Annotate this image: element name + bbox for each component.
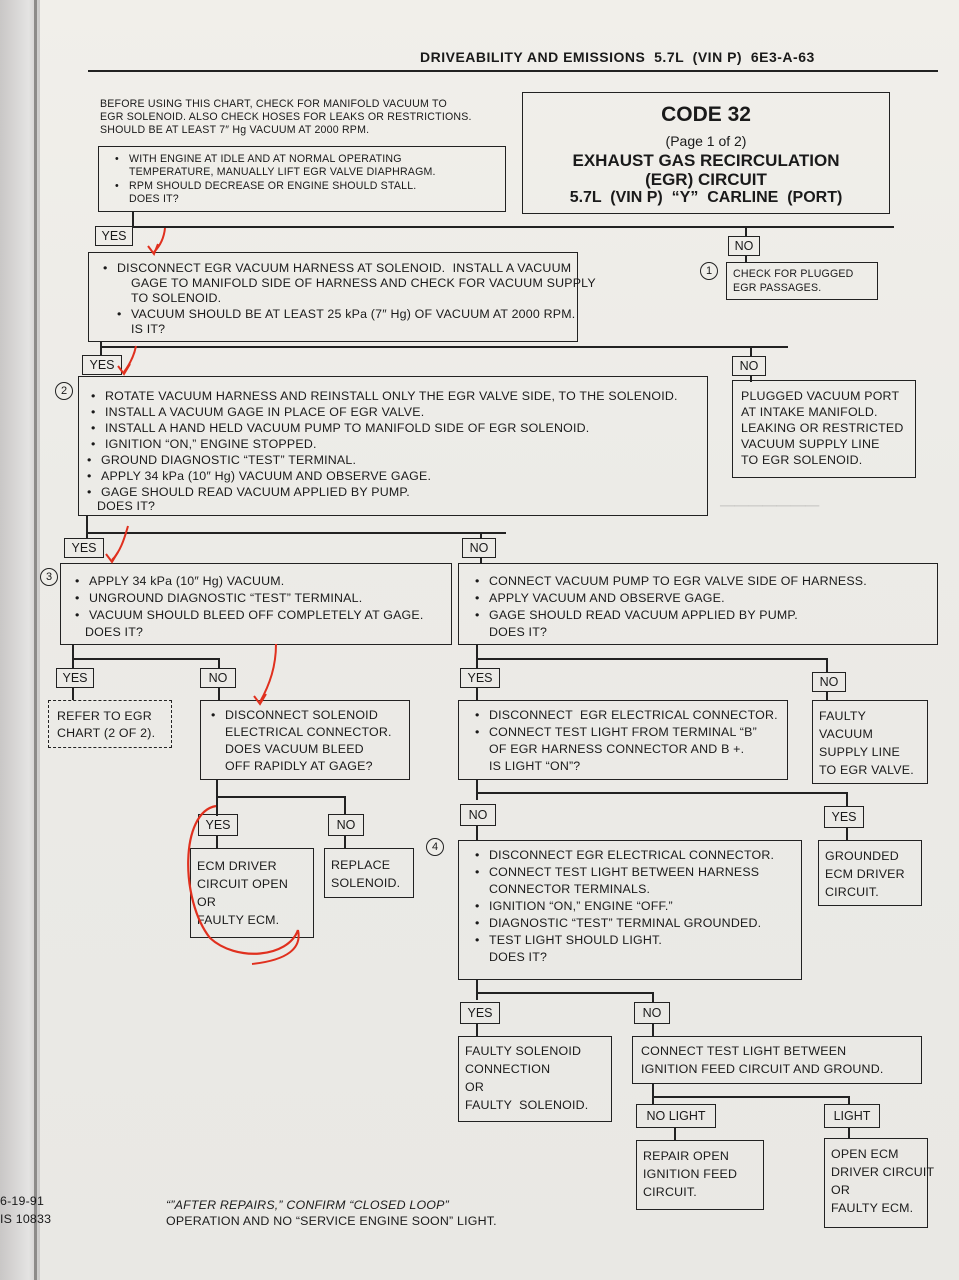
step-number-3: 3 (40, 568, 58, 586)
red-arrow-line-4 (260, 644, 276, 702)
disc-sol-line-3: DOES VACUUM BLEED (225, 742, 364, 756)
connect-pump-line-4: DOES IT? (489, 625, 548, 639)
open-ecm-line-3: OR (831, 1183, 850, 1197)
step4-line-1: • DISCONNECT EGR ELECTRICAL CONNECTOR. (489, 848, 774, 864)
disc-sol-line-2: ELECTRICAL CONNECTOR. (225, 725, 392, 739)
faulty-line-4: TO EGR VALVE. (819, 763, 914, 777)
faulty-line-1: FAULTY (819, 709, 867, 723)
no-label-7: NO (634, 1002, 670, 1024)
step3-line-3: • VACUUM SHOULD BLEED OFF COMPLETELY AT GAGE. (89, 608, 424, 624)
plugged-egr-line-1: CHECK FOR PLUGGED (733, 268, 854, 280)
page-header: DRIVEABILITY AND EMISSIONS 5.7L (VIN P) 6E3-A-63 (420, 49, 815, 65)
disc-b-line-3: OF EGR HARNESS CONNECTOR AND B +. (489, 742, 745, 756)
step3-line-1: • APPLY 34 kPa (10″ Hg) VACUUM. (89, 574, 284, 590)
code-line-2: (EGR) CIRCUIT (645, 170, 767, 189)
yes-label-7: YES (460, 1002, 500, 1024)
step2-line-6: • APPLY 34 kPa (10″ Hg) VACUUM AND OBSERVE GAGE. (101, 469, 431, 485)
footer-date: 6-19-91 (0, 1194, 45, 1208)
step4-line-4: • IGNITION “ON,” ENGINE “OFF.” (489, 899, 673, 915)
yes-label-1: YES (82, 355, 122, 375)
disc-sol-line-4: OFF RAPIDLY AT GAGE? (225, 759, 373, 773)
connect-light-line-2: IGNITION FEED CIRCUIT AND GROUND. (641, 1062, 884, 1076)
faulty-sol-line-4: FAULTY SOLENOID. (465, 1098, 589, 1112)
step4-line-3: CONNECTOR TERMINALS. (489, 882, 651, 896)
footer-note-1: “”AFTER REPAIRS,” CONFIRM “CLOSED LOOP” (166, 1198, 449, 1212)
yes-label-6: YES (824, 806, 864, 828)
step0-line-4: DOES IT? (129, 193, 179, 205)
red-check-mark-2 (124, 346, 136, 372)
step2-line-8: DOES IT? (97, 499, 156, 513)
code-line-3: 5.7L (VIN P) “Y” CARLINE (PORT) (569, 189, 843, 206)
step1-line-4: • VACUUM SHOULD BE AT LEAST 25 kPa (7″ Hg) OF VACUUM AT 2000 RPM. (131, 307, 575, 323)
step1-line-1: • DISCONNECT EGR VACUUM HARNESS AT SOLENOID. INSTALL A VACUUM (117, 261, 571, 277)
red-arrow-head-3 (106, 552, 118, 562)
intro-line-2: EGR SOLENOID. ALSO CHECK HOSES FOR LEAKS OR RESTRICTIONS. (100, 111, 472, 123)
grounded-line-1: GROUNDED (825, 849, 899, 863)
footer-note-2: OPERATION AND NO “SERVICE ENGINE SOON” LIGHT. (166, 1214, 497, 1228)
faulty-line-3: SUPPLY LINE (819, 745, 900, 759)
step3-line-2: • UNGROUND DIAGNOSTIC “TEST” TERMINAL. (89, 591, 362, 607)
plugged-port-line-2: AT INTAKE MANIFOLD. (741, 405, 878, 419)
footer-code: IS 10833 (0, 1212, 52, 1226)
step3-line-4: DOES IT? (85, 625, 144, 639)
refer-line-2: CHART (2 OF 2). (57, 726, 156, 740)
step1-line-2: GAGE TO MANIFOLD SIDE OF HARNESS AND CHECK FOR VACUUM SUPPLY (131, 276, 596, 290)
step1-line-5: IS IT? (131, 322, 166, 336)
step0-line-1: • WITH ENGINE AT IDLE AND AT NORMAL OPERATING (129, 153, 402, 166)
code-page: (Page 1 of 2) (665, 133, 747, 149)
ecm-open-line-2: CIRCUIT OPEN (197, 877, 288, 891)
step1-line-3: TO SOLENOID. (131, 291, 222, 305)
plugged-egr-line-2: EGR PASSAGES. (733, 282, 822, 294)
step0-line-2: TEMPERATURE, MANUALLY LIFT EGR VALVE DIAPHRAGM. (129, 166, 436, 178)
plugged-port-line-1: PLUGGED VACUUM PORT (741, 389, 900, 403)
disc-sol-line-1: • DISCONNECT SOLENOID (225, 708, 378, 724)
red-circle-ecm (188, 806, 298, 954)
replace-line-1: REPLACE (331, 858, 391, 872)
code-number: CODE 32 (661, 103, 751, 126)
grounded-line-2: ECM DRIVER (825, 867, 905, 881)
no-label-1: NO (732, 356, 766, 376)
grounded-line-3: CIRCUIT. (825, 885, 879, 899)
ecm-open-line-1: ECM DRIVER (197, 859, 277, 873)
step2-line-5: • GROUND DIAGNOSTIC “TEST” TERMINAL. (101, 453, 356, 469)
step4-line-6: • TEST LIGHT SHOULD LIGHT. (489, 933, 662, 949)
step-number-4: 4 (426, 838, 444, 856)
handwritten-annotations (40, 0, 959, 1280)
step2-line-4: • IGNITION “ON,” ENGINE STOPPED. (105, 437, 317, 453)
red-arrow-head-1 (148, 244, 158, 254)
no-label-4: NO (812, 672, 846, 692)
ecm-open-line-4: FAULTY ECM. (197, 913, 280, 927)
step4-line-5: • DIAGNOSTIC “TEST” TERMINAL GROUNDED. (489, 916, 761, 932)
intro-line-1: BEFORE USING THIS CHART, CHECK FOR MANIFOLD VACUUM TO (100, 98, 447, 110)
step-number-2: 2 (55, 382, 73, 400)
faulty-sol-line-1: FAULTY SOLENOID (465, 1044, 582, 1058)
no-label-0: NO (728, 236, 760, 256)
plugged-port-line-4: VACUUM SUPPLY LINE (741, 437, 880, 451)
faulty-line-2: VACUUM (819, 727, 873, 741)
step2-line-2: • INSTALL A VACUUM GAGE IN PLACE OF EGR VALVE. (105, 405, 424, 421)
step2-line-7: • GAGE SHOULD READ VACUUM APPLIED BY PUMP. (101, 485, 410, 501)
yes-label-0: YES (95, 226, 133, 246)
step2-line-1: • ROTATE VACUUM HARNESS AND REINSTALL ONLY THE EGR VALVE SIDE, TO THE SOLENOID. (105, 389, 678, 405)
red-circle-tail (252, 930, 299, 964)
connect-pump-line-2: • APPLY VACUUM AND OBSERVE GAGE. (489, 591, 725, 607)
yes-label-4: YES (460, 668, 500, 688)
step0-line-3: • RPM SHOULD DECREASE OR ENGINE SHOULD STALL. (129, 180, 416, 193)
bleed-through-text: ─────── (720, 495, 820, 517)
open-ecm-line-4: FAULTY ECM. (831, 1201, 914, 1215)
disc-b-line-4: IS LIGHT “ON”? (489, 759, 581, 773)
step2-line-3: • INSTALL A HAND HELD VACUUM PUMP TO MANIFOLD SIDE OF EGR SOLENOID. (105, 421, 589, 437)
step4-line-7: DOES IT? (489, 950, 548, 964)
open-ecm-line-2: DRIVER CIRCUIT (831, 1165, 935, 1179)
yes-label-3: YES (56, 668, 94, 688)
plugged-port-line-3: LEAKING OR RESTRICTED (741, 421, 904, 435)
yes-label-5: YES (198, 814, 238, 836)
no-label-6: NO (460, 804, 496, 826)
no-label-5: NO (328, 814, 364, 836)
connect-pump-line-1: • CONNECT VACUUM PUMP TO EGR VALVE SIDE OF HARNESS. (489, 574, 867, 590)
open-ecm-line-1: OPEN ECM (831, 1147, 899, 1161)
repair-line-2: IGNITION FEED (643, 1167, 738, 1181)
connect-light-line-1: CONNECT TEST LIGHT BETWEEN (641, 1044, 847, 1058)
step-number-1: 1 (700, 262, 718, 280)
repair-line-3: CIRCUIT. (643, 1185, 697, 1199)
yes-label-2: YES (64, 538, 104, 558)
disc-b-line-2: • CONNECT TEST LIGHT FROM TERMINAL “B” (489, 725, 757, 741)
red-check-mark-3 (112, 526, 128, 560)
no-label-2: NO (462, 538, 496, 558)
step4-line-2: • CONNECT TEST LIGHT BETWEEN HARNESS (489, 865, 759, 881)
intro-line-3: SHOULD BE AT LEAST 7″ Hg VACUUM AT 2000 RPM. (100, 124, 370, 136)
faulty-sol-line-3: OR (465, 1080, 484, 1094)
ecm-open-line-3: OR (197, 895, 216, 909)
plugged-port-line-5: TO EGR SOLENOID. (741, 453, 863, 467)
red-arrow-head-2 (118, 364, 130, 374)
code-line-1: EXHAUST GAS RECIRCULATION (572, 151, 840, 170)
disc-b-line-1: • DISCONNECT EGR ELECTRICAL CONNECTOR. (489, 708, 778, 724)
refer-line-1: REFER TO EGR (57, 709, 152, 723)
faulty-sol-line-2: CONNECTION (465, 1062, 551, 1076)
no-label-3: NO (200, 668, 236, 688)
repair-line-1: REPAIR OPEN (643, 1149, 729, 1163)
connect-pump-line-3: • GAGE SHOULD READ VACUUM APPLIED BY PUMP. (489, 608, 798, 624)
no-light-label: NO LIGHT (636, 1104, 716, 1128)
replace-line-2: SOLENOID. (331, 876, 401, 890)
binder-ring-line (34, 0, 37, 1280)
red-arrow-head-4 (254, 694, 266, 704)
light-label: LIGHT (824, 1104, 880, 1128)
